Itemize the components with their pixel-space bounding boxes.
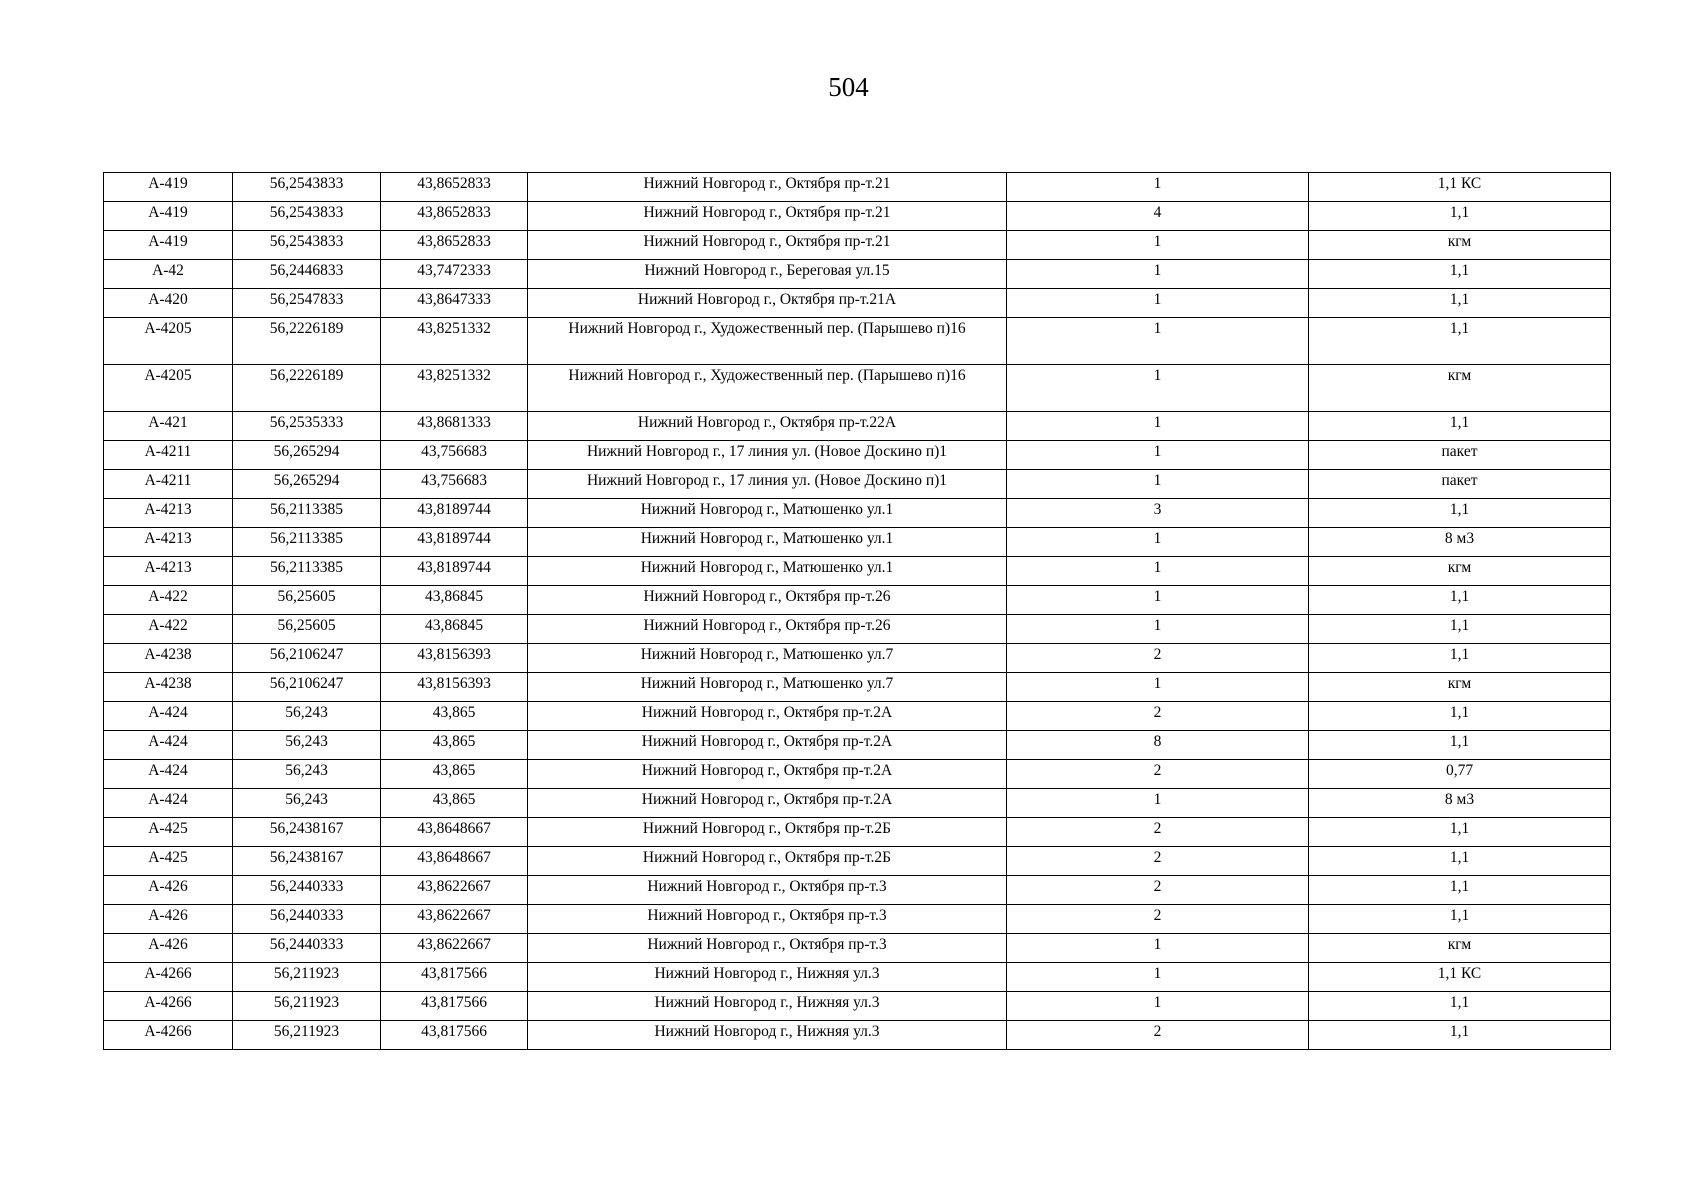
latitude-cell: 56,2440333 [233,876,381,905]
quantity-cell: 2 [1007,905,1309,934]
volume-cell: 1,1 [1309,992,1611,1021]
table-row [104,963,1611,992]
site-id-cell: А-42 [104,260,233,289]
longitude-cell: 43,7472333 [381,260,528,289]
address-cell: Нижний Новгород г., 17 линия ул. (Новое Доскино п)1 [528,470,1007,499]
table-row [104,412,1611,441]
longitude-cell: 43,8622667 [381,905,528,934]
address-cell: Нижний Новгород г., Матюшенко ул.1 [528,528,1007,557]
address-cell: Нижний Новгород г., Художественный пер. (Парышево п)16 [528,318,1007,365]
address-cell: Нижний Новгород г., Октября пр-т.22А [528,412,1007,441]
address-cell: Нижний Новгород г., Октября пр-т.26 [528,615,1007,644]
quantity-cell: 1 [1007,231,1309,260]
quantity-cell: 1 [1007,173,1309,202]
quantity-cell: 1 [1007,412,1309,441]
longitude-cell: 43,865 [381,789,528,818]
table-row [104,905,1611,934]
table-row [104,365,1611,412]
table-row [104,847,1611,876]
table-row [104,318,1611,365]
site-id-cell: А-422 [104,615,233,644]
quantity-cell: 8 [1007,731,1309,760]
latitude-cell: 56,265294 [233,441,381,470]
volume-cell: кгм [1309,365,1611,412]
address-cell: Нижний Новгород г., Октября пр-т.21 [528,231,1007,260]
site-id-cell: А-421 [104,412,233,441]
site-id-cell: А-424 [104,789,233,818]
site-id-cell: А-4213 [104,499,233,528]
site-id-cell: А-4213 [104,557,233,586]
site-id-cell: А-4266 [104,1021,233,1050]
address-cell: Нижний Новгород г., Октября пр-т.3 [528,876,1007,905]
site-id-cell: А-419 [104,202,233,231]
site-id-cell: А-426 [104,876,233,905]
address-cell: Нижний Новгород г., Октября пр-т.2Б [528,818,1007,847]
longitude-cell: 43,8652833 [381,231,528,260]
volume-cell: 8 м3 [1309,528,1611,557]
longitude-cell: 43,8652833 [381,173,528,202]
volume-cell: 1,1 [1309,644,1611,673]
address-cell: Нижний Новгород г., Октября пр-т.2А [528,789,1007,818]
table-row [104,260,1611,289]
quantity-cell: 2 [1007,847,1309,876]
address-cell: Нижний Новгород г., Октября пр-т.2Б [528,847,1007,876]
latitude-cell: 56,211923 [233,992,381,1021]
address-cell: Нижний Новгород г., Октября пр-т.3 [528,905,1007,934]
latitude-cell: 56,2535333 [233,412,381,441]
quantity-cell: 1 [1007,673,1309,702]
site-id-cell: А-4238 [104,673,233,702]
latitude-cell: 56,2113385 [233,528,381,557]
volume-cell: 1,1 [1309,876,1611,905]
quantity-cell: 3 [1007,499,1309,528]
address-cell: Нижний Новгород г., Октября пр-т.2А [528,760,1007,789]
table-row [104,731,1611,760]
table-row [104,760,1611,789]
table-body [104,173,1611,1050]
site-id-cell: А-422 [104,586,233,615]
address-cell: Нижний Новгород г., Октября пр-т.21А [528,289,1007,318]
site-id-cell: А-4266 [104,963,233,992]
table-row [104,289,1611,318]
quantity-cell: 1 [1007,260,1309,289]
quantity-cell: 1 [1007,470,1309,499]
volume-cell: 1,1 [1309,731,1611,760]
table-row [104,528,1611,557]
latitude-cell: 56,2547833 [233,289,381,318]
table-row [104,557,1611,586]
table-row [104,644,1611,673]
latitude-cell: 56,2446833 [233,260,381,289]
longitude-cell: 43,865 [381,731,528,760]
address-cell: Нижний Новгород г., Матюшенко ул.1 [528,499,1007,528]
table-row [104,202,1611,231]
volume-cell: 1,1 [1309,318,1611,365]
quantity-cell: 2 [1007,702,1309,731]
page-number: 504 [828,72,869,102]
latitude-cell: 56,25605 [233,615,381,644]
longitude-cell: 43,8622667 [381,934,528,963]
volume-cell: 0,77 [1309,760,1611,789]
quantity-cell: 1 [1007,441,1309,470]
latitude-cell: 56,2226189 [233,318,381,365]
site-id-cell: А-425 [104,818,233,847]
site-id-cell: А-424 [104,731,233,760]
address-cell: Нижний Новгород г., Художественный пер. (Парышево п)16 [528,365,1007,412]
table-row [104,934,1611,963]
table-row [104,441,1611,470]
site-id-cell: А-426 [104,905,233,934]
address-cell: Нижний Новгород г., Октября пр-т.2А [528,702,1007,731]
address-cell: Нижний Новгород г., Матюшенко ул.7 [528,673,1007,702]
volume-cell: кгм [1309,557,1611,586]
address-cell: Нижний Новгород г., Октября пр-т.21 [528,202,1007,231]
quantity-cell: 1 [1007,934,1309,963]
table-row [104,673,1611,702]
latitude-cell: 56,2106247 [233,673,381,702]
latitude-cell: 56,2226189 [233,365,381,412]
latitude-cell: 56,2113385 [233,499,381,528]
volume-cell: 1,1 [1309,702,1611,731]
longitude-cell: 43,8189744 [381,557,528,586]
table-row [104,818,1611,847]
longitude-cell: 43,8681333 [381,412,528,441]
quantity-cell: 2 [1007,818,1309,847]
site-id-cell: А-4211 [104,470,233,499]
quantity-cell: 1 [1007,365,1309,412]
site-id-cell: А-4238 [104,644,233,673]
quantity-cell: 1 [1007,557,1309,586]
quantity-cell: 1 [1007,528,1309,557]
longitude-cell: 43,817566 [381,992,528,1021]
latitude-cell: 56,25605 [233,586,381,615]
volume-cell: 1,1 КС [1309,173,1611,202]
address-cell: Нижний Новгород г., Береговая ул.15 [528,260,1007,289]
table-row [104,992,1611,1021]
volume-cell: 1,1 [1309,1021,1611,1050]
table-row [104,231,1611,260]
quantity-cell: 1 [1007,586,1309,615]
volume-cell: 1,1 [1309,499,1611,528]
address-cell: Нижний Новгород г., Октября пр-т.26 [528,586,1007,615]
volume-cell: 1,1 [1309,289,1611,318]
volume-cell: 1,1 [1309,412,1611,441]
table-row [104,615,1611,644]
longitude-cell: 43,8652833 [381,202,528,231]
volume-cell: кгм [1309,934,1611,963]
volume-cell: 1,1 [1309,586,1611,615]
site-id-cell: А-424 [104,702,233,731]
latitude-cell: 56,2440333 [233,934,381,963]
latitude-cell: 56,243 [233,702,381,731]
quantity-cell: 2 [1007,644,1309,673]
longitude-cell: 43,8251332 [381,318,528,365]
volume-cell: 1,1 [1309,905,1611,934]
longitude-cell: 43,8648667 [381,847,528,876]
longitude-cell: 43,756683 [381,470,528,499]
longitude-cell: 43,8189744 [381,528,528,557]
longitude-cell: 43,8647333 [381,289,528,318]
quantity-cell: 1 [1007,318,1309,365]
longitude-cell: 43,8189744 [381,499,528,528]
latitude-cell: 56,243 [233,789,381,818]
latitude-cell: 56,265294 [233,470,381,499]
volume-cell: кгм [1309,231,1611,260]
longitude-cell: 43,86845 [381,586,528,615]
table-row [104,499,1611,528]
quantity-cell: 2 [1007,760,1309,789]
volume-cell: 1,1 [1309,847,1611,876]
address-cell: Нижний Новгород г., Нижняя ул.3 [528,1021,1007,1050]
latitude-cell: 56,2543833 [233,173,381,202]
volume-cell: 8 м3 [1309,789,1611,818]
table-row [104,586,1611,615]
site-id-cell: А-4205 [104,365,233,412]
volume-cell: пакет [1309,441,1611,470]
site-id-cell: А-426 [104,934,233,963]
quantity-cell: 2 [1007,876,1309,905]
volume-cell: 1,1 [1309,260,1611,289]
table-row [104,173,1611,202]
longitude-cell: 43,865 [381,760,528,789]
site-id-cell: А-425 [104,847,233,876]
quantity-cell: 1 [1007,615,1309,644]
quantity-cell: 4 [1007,202,1309,231]
site-id-cell: А-420 [104,289,233,318]
longitude-cell: 43,8251332 [381,365,528,412]
longitude-cell: 43,8156393 [381,673,528,702]
quantity-cell: 1 [1007,289,1309,318]
longitude-cell: 43,865 [381,702,528,731]
latitude-cell: 56,2440333 [233,905,381,934]
longitude-cell: 43,756683 [381,441,528,470]
latitude-cell: 56,2438167 [233,847,381,876]
table-row [104,1021,1611,1050]
longitude-cell: 43,86845 [381,615,528,644]
quantity-cell: 1 [1007,789,1309,818]
address-cell: Нижний Новгород г., Октября пр-т.2А [528,731,1007,760]
site-id-cell: А-4211 [104,441,233,470]
quantity-cell: 2 [1007,1021,1309,1050]
container-site-table [103,172,1611,1050]
volume-cell: 1,1 КС [1309,963,1611,992]
longitude-cell: 43,817566 [381,963,528,992]
latitude-cell: 56,2113385 [233,557,381,586]
latitude-cell: 56,243 [233,760,381,789]
volume-cell: кгм [1309,673,1611,702]
table-row [104,876,1611,905]
address-cell: Нижний Новгород г., Матюшенко ул.7 [528,644,1007,673]
longitude-cell: 43,8156393 [381,644,528,673]
latitude-cell: 56,2543833 [233,231,381,260]
quantity-cell: 1 [1007,963,1309,992]
volume-cell: 1,1 [1309,818,1611,847]
longitude-cell: 43,8648667 [381,818,528,847]
longitude-cell: 43,817566 [381,1021,528,1050]
address-cell: Нижний Новгород г., Октября пр-т.21 [528,173,1007,202]
quantity-cell: 1 [1007,992,1309,1021]
latitude-cell: 56,211923 [233,963,381,992]
volume-cell: 1,1 [1309,615,1611,644]
site-id-cell: А-4213 [104,528,233,557]
site-id-cell: А-419 [104,173,233,202]
address-cell: Нижний Новгород г., Нижняя ул.3 [528,963,1007,992]
latitude-cell: 56,2106247 [233,644,381,673]
site-id-cell: А-419 [104,231,233,260]
latitude-cell: 56,2543833 [233,202,381,231]
site-id-cell: А-424 [104,760,233,789]
address-cell: Нижний Новгород г., Октября пр-т.3 [528,934,1007,963]
address-cell: Нижний Новгород г., Нижняя ул.3 [528,992,1007,1021]
volume-cell: 1,1 [1309,202,1611,231]
volume-cell: пакет [1309,470,1611,499]
latitude-cell: 56,211923 [233,1021,381,1050]
table-row [104,789,1611,818]
site-id-cell: А-4266 [104,992,233,1021]
longitude-cell: 43,8622667 [381,876,528,905]
latitude-cell: 56,243 [233,731,381,760]
site-id-cell: А-4205 [104,318,233,365]
address-cell: Нижний Новгород г., 17 линия ул. (Новое Доскино п)1 [528,441,1007,470]
table-row [104,702,1611,731]
table-row [104,470,1611,499]
address-cell: Нижний Новгород г., Матюшенко ул.1 [528,557,1007,586]
latitude-cell: 56,2438167 [233,818,381,847]
